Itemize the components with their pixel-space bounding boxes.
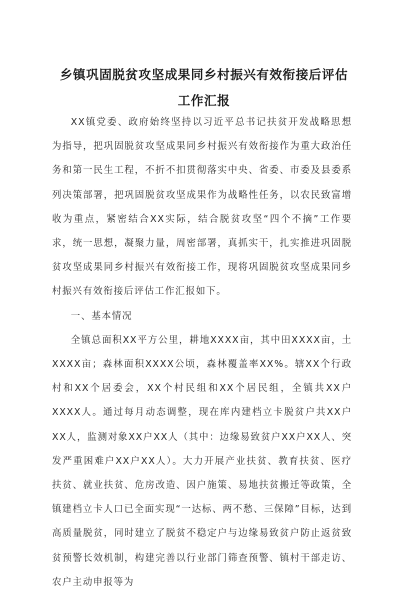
intro-paragraph: XX镇党委、政府始终坚持以习近平总书记扶贫开发战略思想为指导，把巩固脱贫攻坚成果同乡村振兴有效衔接作为重大政治任务和第一民生工程，不折不扣贯彻落实中央、省委、市委及县委系列决策部署，把巩固脱贫攻坚成果作为战略性任务，以农民致富增收为重点，紧密结合XX实际，结合脱贫攻坚“四个不摘”工作要求，统一思想，凝聚力量，周密部署，真抓实干，扎实推进巩固脱贫攻坚成果同乡村振兴有效衔接工作，现将巩固脱贫攻坚成果同乡村振兴有效衔接后评估工作汇报如下。 [52,117,352,298]
basic-info-paragraph: 全镇总面积XX平方公里，耕地XXXX亩，其中田XXXX亩，土XXXX亩；森林面积XXXX公顷，森林覆盖率XX%。辖XX个行政村和XX个居委会，XX个村民组和XX个居民组，全镇共XX户XXXX人。通过每月动态调整，现在库内建档立卡脱贫户共XX户XX人，监测对象XX户XX人（其中：边缘易致贫户XX户XX人、突发严重困难户XX户XX人）。大力开展产业扶贫、教育扶贫、医疗扶贫、就业扶贫、危房改造、因户施策、易地扶贫搬迁等政策，全镇建档立卡人口已全面实现“一达标、两不愁、三保障”目标，达到高质量脱贫，同时建立了脱贫不稳定户与边缘易致贫户防止返贫致贫预警长效机制，构建完善以行业部门筛查预警、镇村干部走访、农户主动申报等为 [52,334,352,588]
document-title: 乡镇巩固脱贫攻坚成果同乡村振兴有效衔接后评估工作汇报 [59,67,349,108]
section-heading-basic-info: 一、基本情况 [70,310,133,322]
document-body [52,111,352,595]
